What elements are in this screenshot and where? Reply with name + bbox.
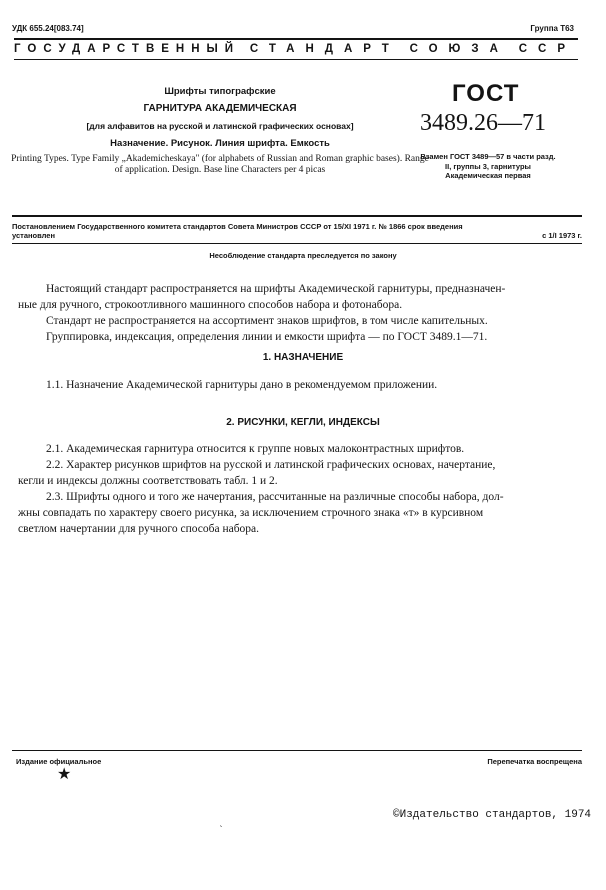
section-2-line-2: 2.2. Характер рисунков шрифтов на русской и латинской графических основах, начертание, (46, 459, 496, 471)
banner-word-3: СОЮЗА (409, 43, 509, 55)
decree (12, 222, 582, 240)
banner-top-rule (14, 38, 578, 40)
title-line-2: ГАРНИТУРА АКАДЕМИЧЕСКАЯ (143, 103, 297, 114)
replaced-note: Взамен ГОСТ 3489—57 в части разд. II, группы 3, гарнитуры Академическая первая (420, 152, 556, 180)
reprint-prohibited: Перепечатка воспрещена (487, 757, 582, 766)
gost-number: 3489.26—71 (420, 110, 546, 136)
section-1-heading: 1. НАЗНАЧЕНИЕ (262, 352, 344, 363)
banner (14, 43, 576, 55)
udk-code: УДК 655.24[083.74] (12, 24, 84, 33)
decree-top-rule (12, 215, 582, 217)
title-line-3: [для алфавитов на русской и латинской графических основах] (86, 121, 354, 131)
section-2-line-1: 2.1. Академическая гарнитура относится к группе новых малоконтрастных шрифтов. (46, 443, 465, 455)
stray-mark: ՝ (220, 825, 222, 834)
official-edition: Издание официальное (16, 757, 102, 766)
intro-line-4: Группировка, индексация, определения линии и емкости шрифта — по ГОСТ 3489.1—71. (46, 331, 488, 343)
intro-line-2: ные для ручного, строкоотливного машинного способов набора и фотонабора. (18, 299, 403, 311)
title-line-1: Шрифты типографские (164, 86, 276, 97)
section-2-line-5: жны совпадать по характеру своего рисунка, за исключением строчного знака «т» в курсивном (18, 507, 484, 519)
gost-label: ГОСТ (452, 80, 520, 107)
banner-word-2: СТАНДАРТ (249, 43, 400, 55)
section-1-paragraph: 1.1. Назначение Академической гарнитуры дано в рекомендуемом приложении. (46, 379, 438, 391)
copyright: ©Издательство стандартов, 1974 (393, 809, 592, 821)
section-2-heading: 2. РИСУНКИ, КЕГЛИ, ИНДЕКСЫ (226, 417, 380, 428)
decree-bottom-rule (12, 243, 582, 244)
banner-word-4: ССР (518, 43, 576, 55)
banner-bottom-rule (14, 59, 578, 60)
decree-line-2: установлен (12, 231, 55, 240)
section-2-line-6: светлом начертании для ручного способа набора. (18, 523, 260, 535)
footer-rule (12, 750, 582, 751)
title-block (11, 86, 429, 176)
intro-line-3: Стандарт не распространяется на ассортимент знаков шрифтов, в том числе капительных. (46, 315, 488, 327)
law-notice: Несоблюдение стандарта преследуется по закону (209, 251, 397, 260)
section-2-line-4: 2.3. Шрифты одного и того же начертания, рассчитанные на различные способы набора, дол- (46, 491, 504, 503)
title-english: Printing Types. Type Family „Akademicheskaya" (for alphabets of Russian and Roman graphic bases). Range of application. Design. Base line Characters per 4 picas (11, 154, 429, 175)
group-code: Группа Т63 (530, 24, 574, 33)
title-line-4: Назначение. Рисунок. Линия шрифта. Емкость (110, 138, 330, 149)
intro-line-1: Настоящий стандарт распространяется на шрифты Академической гарнитуры, предназначен- (46, 283, 506, 295)
star-icon: ★ (57, 764, 72, 783)
banner-word-1: ГОСУДАРСТВЕННЫЙ (14, 43, 241, 55)
section-2-line-3: кегли и индексы должны соответствовать табл. 1 и 2. (18, 475, 278, 487)
decree-line-1: Постановлением Государственного комитета стандартов Совета Министров СССР от 15/XI 1971 г. № 1866 срок введения (12, 222, 463, 231)
decree-date: с 1/I 1973 г. (542, 231, 582, 240)
